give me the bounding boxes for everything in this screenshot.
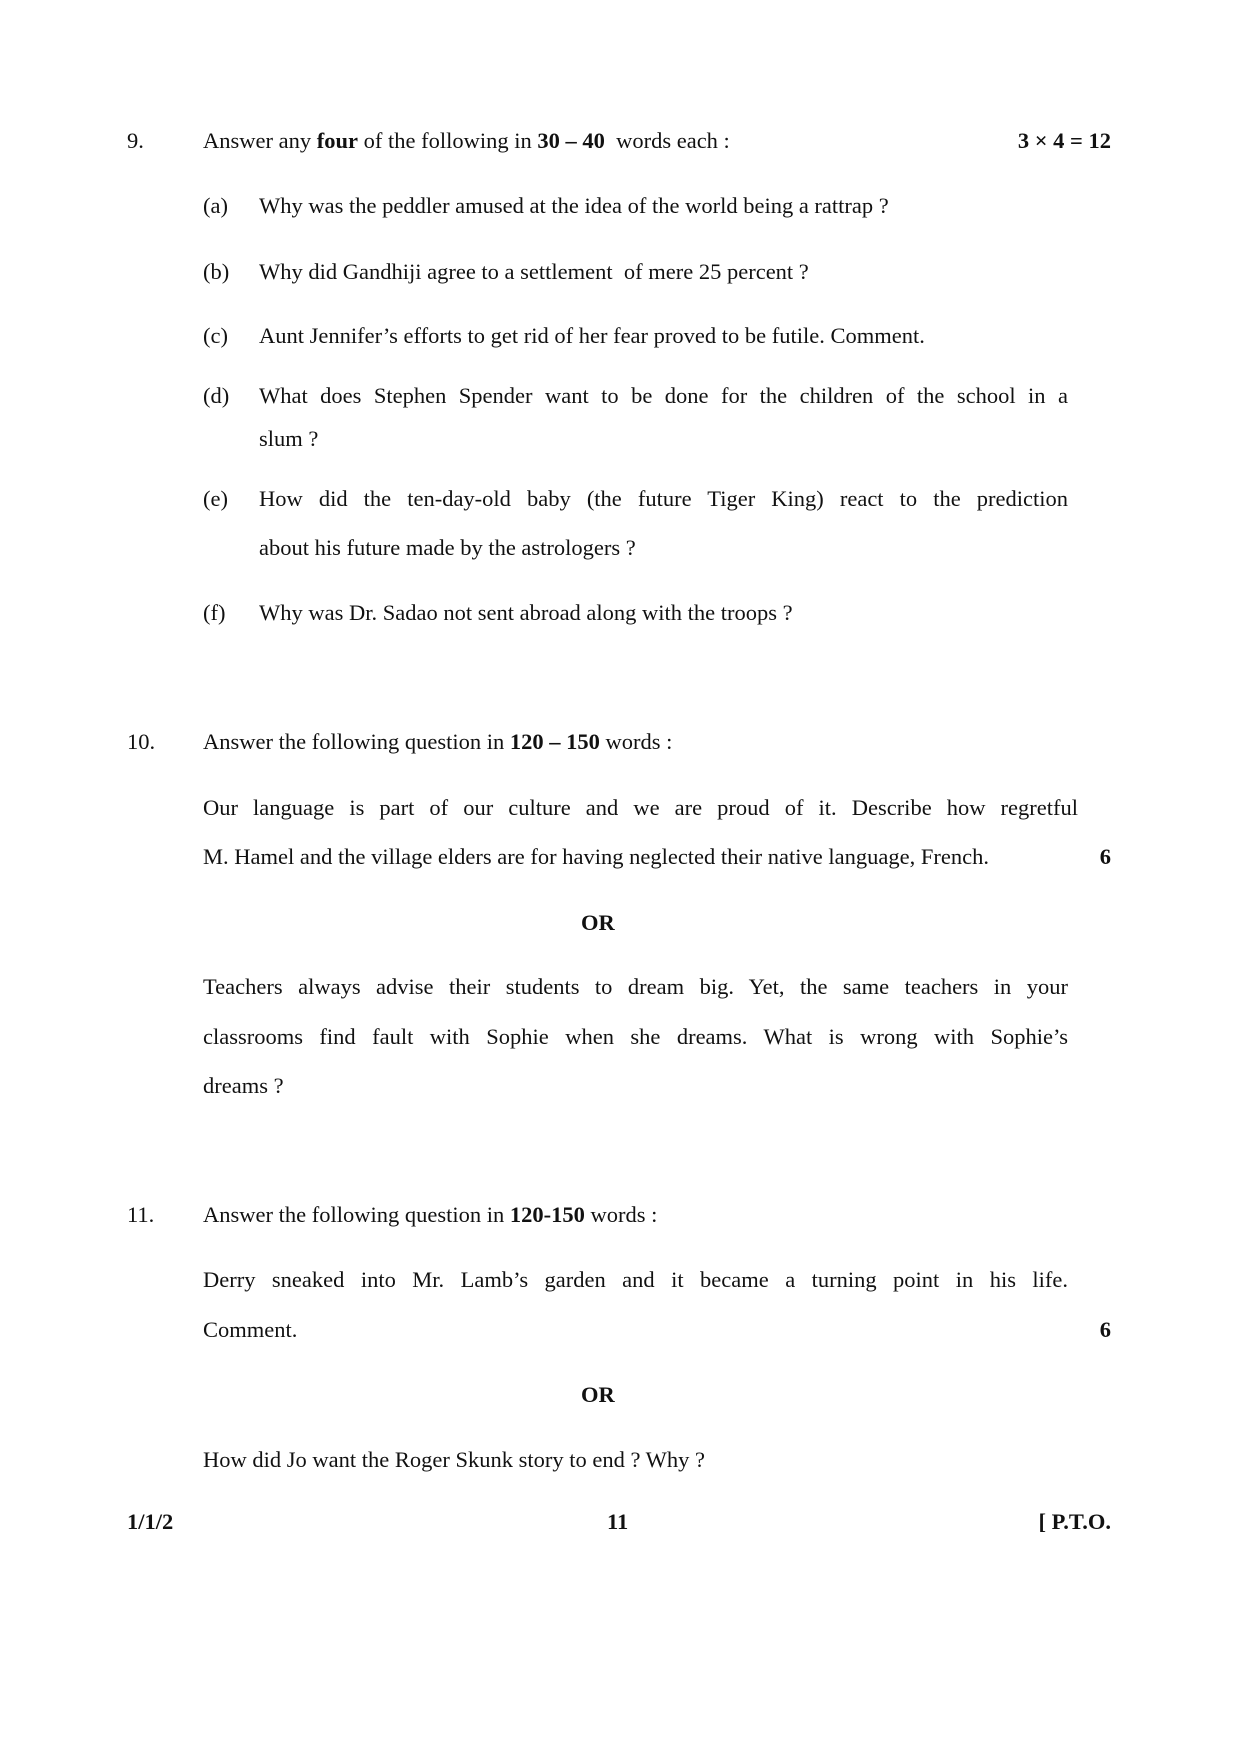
part-text: Why did Gandhiji agree to a settlement of mere 25 percent ? bbox=[259, 259, 809, 284]
part-label: (d) bbox=[203, 383, 230, 408]
instruction-text: words each : bbox=[604, 128, 730, 153]
question-10-number: 10. bbox=[127, 729, 156, 754]
part-label: (e) bbox=[203, 486, 228, 511]
question-text: Comment. bbox=[203, 1317, 298, 1342]
instruction-text: Answer the following question in bbox=[203, 729, 510, 754]
alternative-question-text: Teachers always advise their students to dream big. Yet, the same teachers in your bbox=[203, 974, 1068, 999]
question-11-marks: 6 bbox=[1099, 1317, 1111, 1342]
question-text: M. Hamel and the village elders are for having neglected their native language, French. bbox=[203, 844, 989, 869]
question-10-marks: 6 bbox=[1099, 844, 1111, 869]
question-text: Derry sneaked into Mr. Lamb’s garden and it became a turning point in his life. bbox=[203, 1267, 1068, 1292]
part-text: about his future made by the astrologers ? bbox=[259, 535, 636, 560]
or-divider: OR bbox=[581, 910, 615, 935]
part-label: (a) bbox=[203, 193, 228, 218]
part-text: How did the ten-day-old baby (the future Tiger King) react to the prediction bbox=[259, 486, 1068, 511]
part-label: (b) bbox=[203, 259, 230, 284]
instruction-text: Answer the following question in bbox=[203, 1202, 510, 1227]
part-text: Why was Dr. Sadao not sent abroad along with the troops ? bbox=[259, 600, 793, 625]
instruction-word-limit: 30 – 40 bbox=[537, 128, 605, 153]
alternative-question-text: How did Jo want the Roger Skunk story to end ? Why ? bbox=[203, 1447, 706, 1472]
alternative-question-text: classrooms find fault with Sophie when she dreams. What is wrong with Sophie’s bbox=[203, 1024, 1068, 1049]
question-10-instruction bbox=[203, 727, 672, 757]
alternative-question-text: dreams ? bbox=[203, 1073, 284, 1098]
paper-code: 1/1/2 bbox=[127, 1509, 174, 1534]
instruction-text: words : bbox=[599, 729, 673, 754]
instruction-text: words : bbox=[584, 1202, 658, 1227]
question-text: Our language is part of our culture and we are proud of it. Describe how regretful bbox=[203, 795, 1078, 820]
part-text: Why was the peddler amused at the idea of the world being a rattrap ? bbox=[259, 193, 889, 218]
instruction-text: of the following in bbox=[357, 128, 538, 153]
instruction-text: Answer any bbox=[203, 128, 317, 153]
instruction-word-limit: 120 – 150 bbox=[509, 729, 600, 754]
question-11-number: 11. bbox=[127, 1202, 155, 1227]
part-text: What does Stephen Spender want to be done for the children of the school in a bbox=[259, 383, 1068, 408]
question-9-instruction bbox=[203, 126, 730, 156]
instruction-word-limit: 120-150 bbox=[509, 1202, 585, 1227]
part-label: (c) bbox=[203, 323, 228, 348]
question-11-instruction bbox=[203, 1200, 657, 1230]
please-turn-over: [ P.T.O. bbox=[1038, 1509, 1111, 1534]
part-text: slum ? bbox=[259, 426, 319, 451]
instruction-emphasis: four bbox=[316, 128, 358, 153]
question-9-marks: 3 × 4 = 12 bbox=[1017, 128, 1111, 153]
part-label: (f) bbox=[203, 600, 226, 625]
or-divider: OR bbox=[581, 1382, 615, 1407]
part-text: Aunt Jennifer’s efforts to get rid of her fear proved to be futile. Comment. bbox=[259, 323, 925, 348]
page-number: 11 bbox=[607, 1509, 629, 1534]
question-9-number: 9. bbox=[127, 128, 144, 153]
